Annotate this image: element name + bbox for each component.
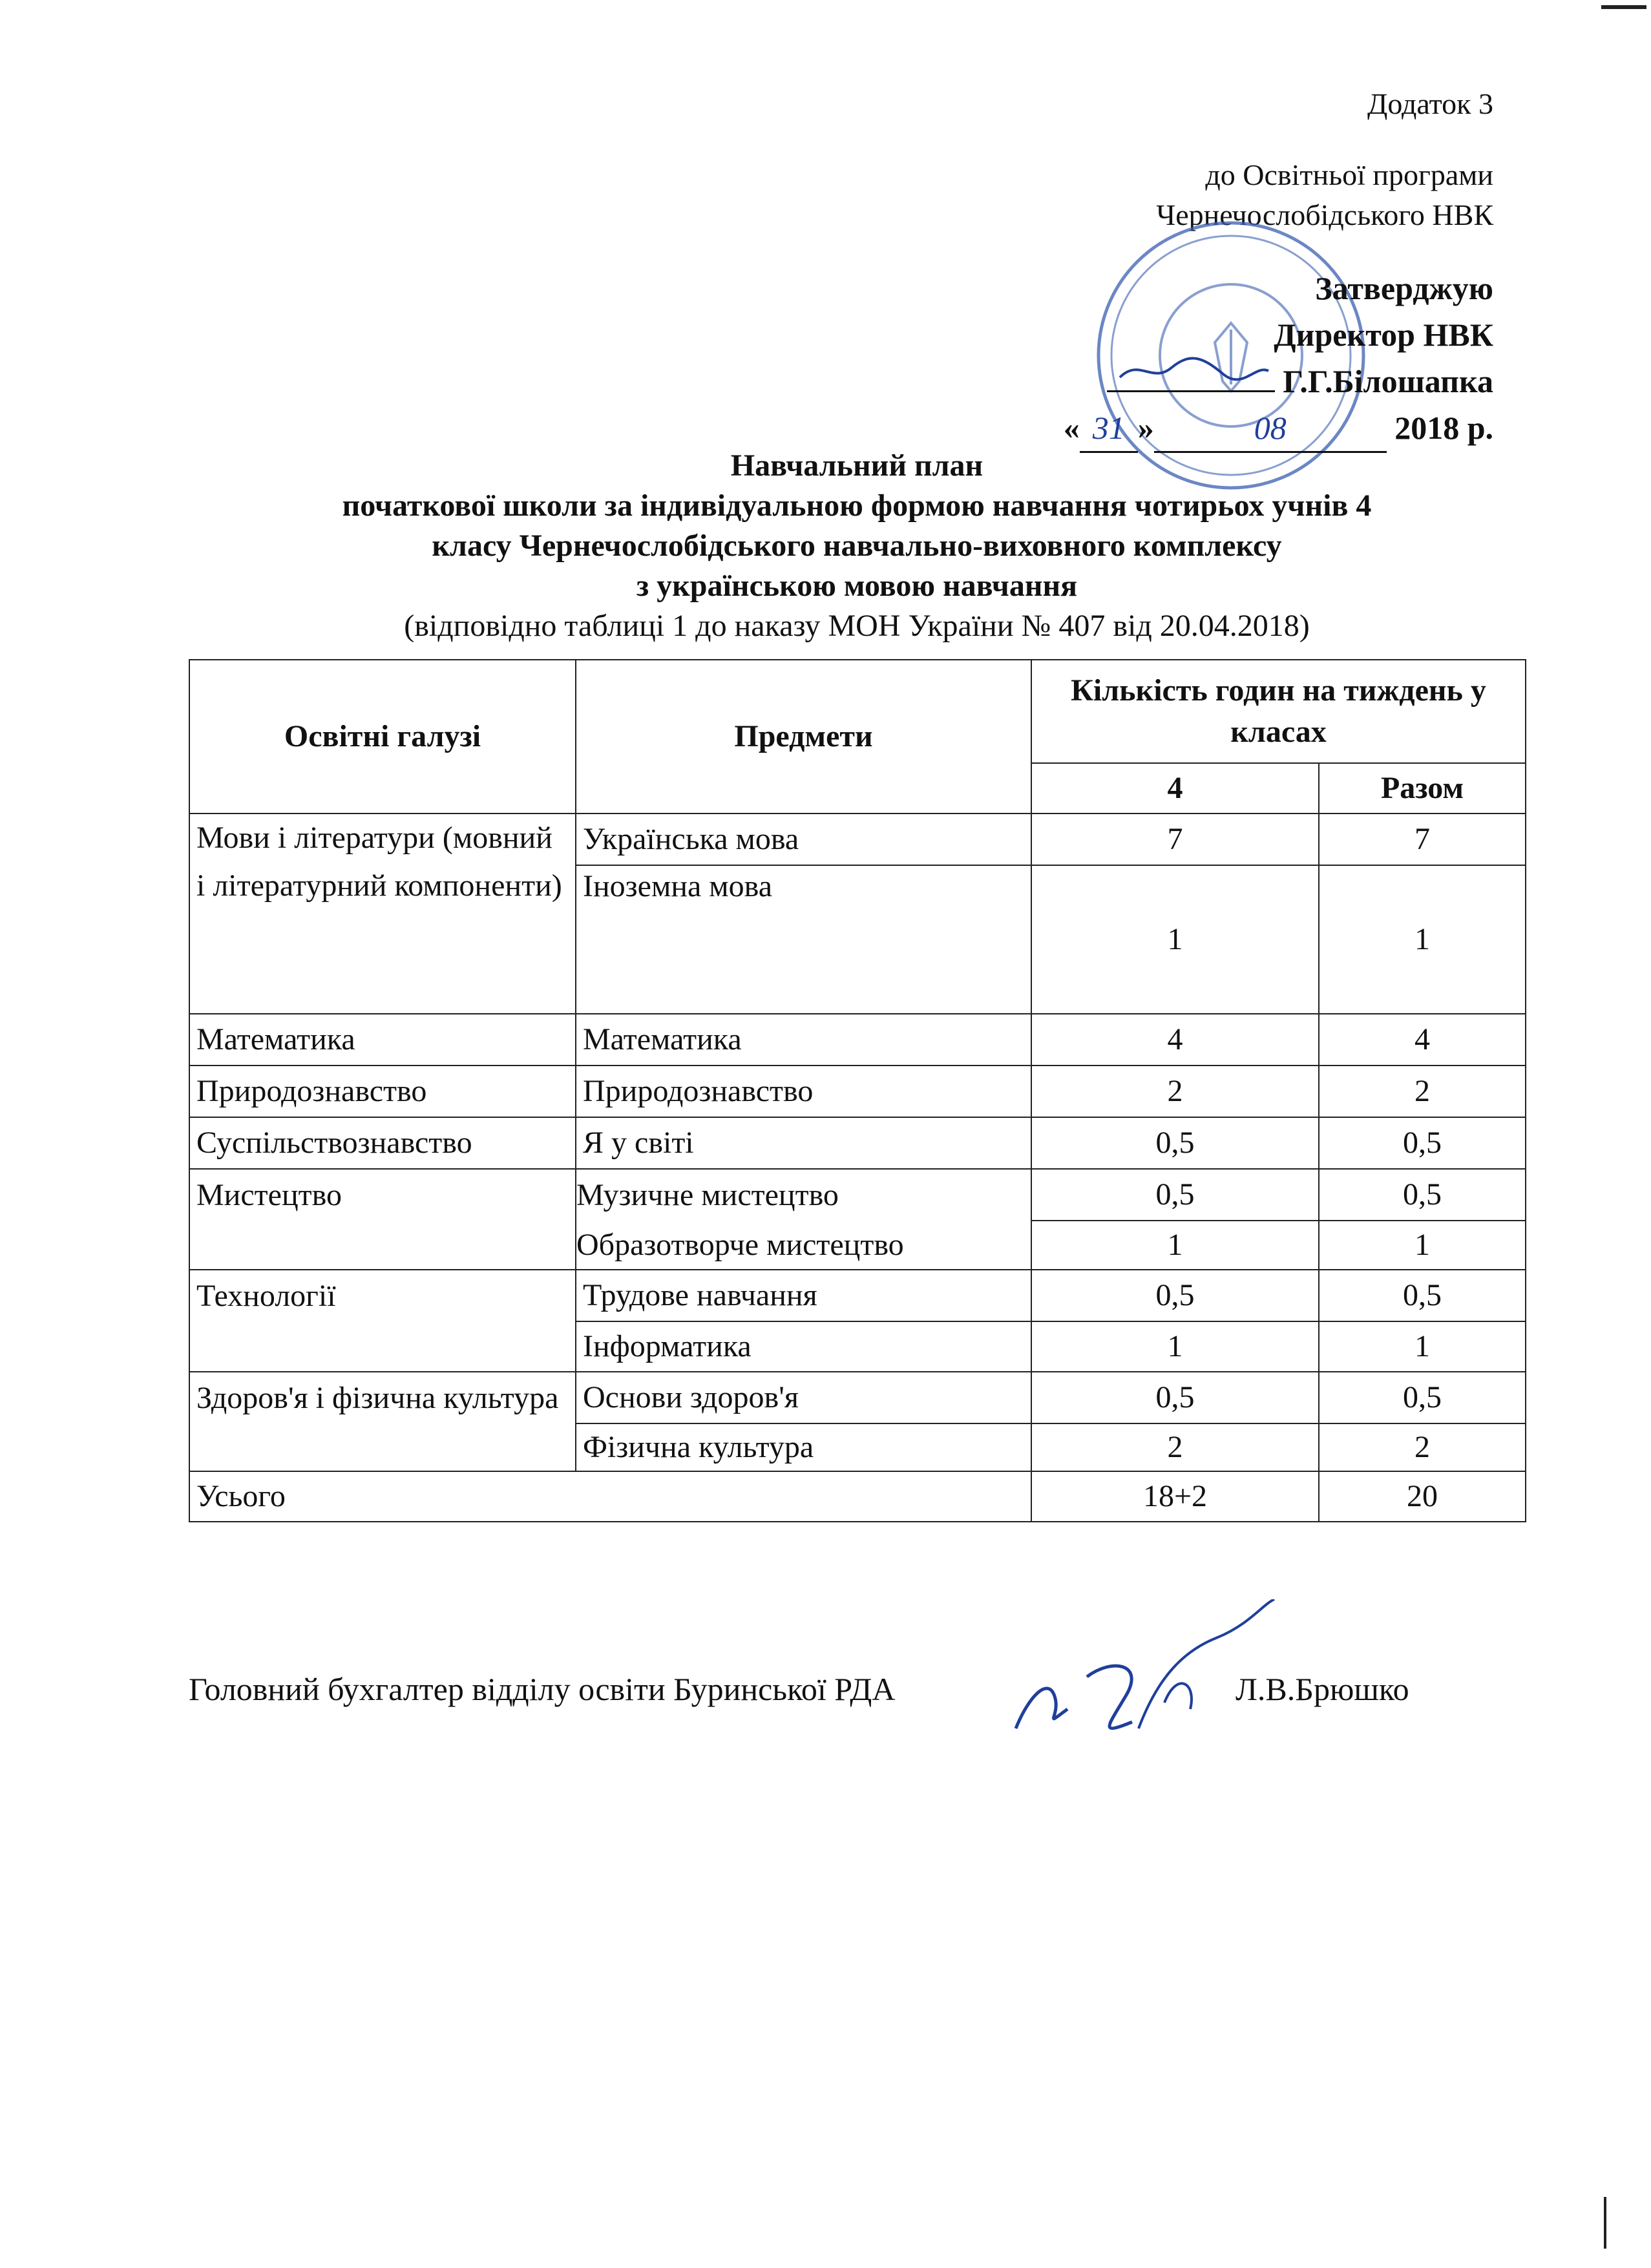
total-hours-cell: 2 (1319, 1066, 1526, 1117)
subject-cell: Природознавство (576, 1066, 1031, 1117)
subject-cell: Я у світі (576, 1117, 1031, 1169)
table-row (189, 1169, 1526, 1221)
table-row (189, 1066, 1526, 1117)
total-label: Усього (189, 1471, 1031, 1522)
date-close-quote: » (1137, 410, 1154, 446)
field-cell: Суспільствознавство (189, 1117, 576, 1169)
signature-line (1107, 364, 1275, 392)
program-line-1: до Освітньої програми (1205, 158, 1493, 191)
grade-hours-cell: 0,5 (1031, 1117, 1319, 1169)
field-cell: Мистецтво (189, 1169, 576, 1270)
field-cell: Мови і літератури (мовний і літературний компоненти) (189, 814, 576, 1014)
table-row (189, 814, 1526, 865)
total-hours-cell: 1 (1319, 1321, 1526, 1372)
grade-hours-cell: 1 (1031, 1321, 1319, 1372)
total-hours-cell: 7 (1319, 814, 1526, 865)
program-line-2: Чернечослобідського НВК (1156, 198, 1493, 231)
header-total: Разом (1319, 763, 1526, 814)
approval-name-line (1064, 358, 1493, 404)
total-grade-hours: 18+2 (1031, 1471, 1319, 1522)
total-hours-cell: 0,5 (1319, 1117, 1526, 1169)
subject-cell: Музичне мистецтво (576, 1169, 1031, 1221)
subject-cell: Основи здоров'я (576, 1372, 1031, 1423)
header-grade: 4 (1031, 763, 1319, 814)
total-hours-cell: 0,5 (1319, 1270, 1526, 1321)
total-sum-hours: 20 (1319, 1471, 1526, 1522)
header-subjects: Предмети (576, 660, 1031, 814)
signer-name: Л.В.Брюшко (1236, 1671, 1409, 1707)
subject-cell: Образотворче мистецтво (576, 1221, 1031, 1270)
approval-position: Директор НВК (1274, 317, 1493, 353)
date-month: 08 (1154, 404, 1387, 453)
title-line-4: з українською мовою навчання (636, 569, 1078, 603)
document-title (189, 446, 1525, 646)
table-row (189, 1014, 1526, 1066)
total-row (189, 1471, 1526, 1522)
approval-heading: Затверджую (1315, 270, 1493, 306)
appendix-header (1367, 84, 1493, 124)
table-row (189, 1270, 1526, 1321)
title-line-3: класу Чернечослобідського навчально-виховного комплексу (432, 529, 1282, 563)
table-row (189, 1372, 1526, 1423)
title-line-2: початкової школи за індивідуальною формою навчання чотирьох учнів 4 (342, 488, 1372, 523)
total-hours-cell: 1 (1319, 1221, 1526, 1270)
subject-cell: Українська мова (576, 814, 1031, 865)
director-signature (1113, 352, 1275, 390)
scan-edge-mark (1604, 2197, 1606, 2249)
subject-cell: Математика (576, 1014, 1031, 1066)
approval-name: Г.Г.Білошапка (1283, 363, 1493, 399)
approval-block (1064, 265, 1493, 453)
grade-hours-cell: 1 (1031, 865, 1319, 1014)
header-field: Освітні галузі (189, 660, 576, 814)
table-header-row (189, 660, 1526, 763)
signer-title: Головний бухгалтер відділу освіти Буринської РДА (189, 1671, 896, 1707)
table-row (189, 1117, 1526, 1169)
subject-cell: Фізична культура (576, 1423, 1031, 1471)
grade-hours-cell: 7 (1031, 814, 1319, 865)
appendix-label: Додаток 3 (1367, 87, 1493, 120)
subject-cell: Іноземна мова (576, 865, 1031, 1014)
header-hours: Кількість годин на тиждень у класах (1031, 660, 1526, 763)
total-hours-cell: 1 (1319, 865, 1526, 1014)
title-line-1: Навчальний план (730, 448, 983, 483)
field-cell: Природознавство (189, 1066, 576, 1117)
total-hours-cell: 0,5 (1319, 1169, 1526, 1221)
date-year: 2018 р. (1394, 410, 1493, 446)
total-hours-cell: 0,5 (1319, 1372, 1526, 1423)
grade-hours-cell: 0,5 (1031, 1270, 1319, 1321)
subject-cell: Трудове навчання (576, 1270, 1031, 1321)
date-day: 31 (1080, 404, 1138, 453)
grade-hours-cell: 2 (1031, 1423, 1319, 1471)
field-cell: Здоров'я і фізична культура (189, 1372, 576, 1471)
title-line-5: (відповідно таблиці 1 до наказу МОН України № 407 від 20.04.2018) (404, 609, 1310, 643)
date-open-quote: « (1063, 410, 1080, 446)
field-cell: Математика (189, 1014, 576, 1066)
grade-hours-cell: 1 (1031, 1221, 1319, 1270)
curriculum-table (189, 659, 1526, 1522)
scan-edge-mark (1601, 5, 1646, 9)
grade-hours-cell: 0,5 (1031, 1372, 1319, 1423)
grade-hours-cell: 2 (1031, 1066, 1319, 1117)
grade-hours-cell: 0,5 (1031, 1169, 1319, 1221)
field-cell: Технології (189, 1270, 576, 1372)
footer-signature (189, 1670, 1409, 1708)
grade-hours-cell: 4 (1031, 1014, 1319, 1066)
subject-cell: Інформатика (576, 1321, 1031, 1372)
total-hours-cell: 4 (1319, 1014, 1526, 1066)
total-hours-cell: 2 (1319, 1423, 1526, 1471)
